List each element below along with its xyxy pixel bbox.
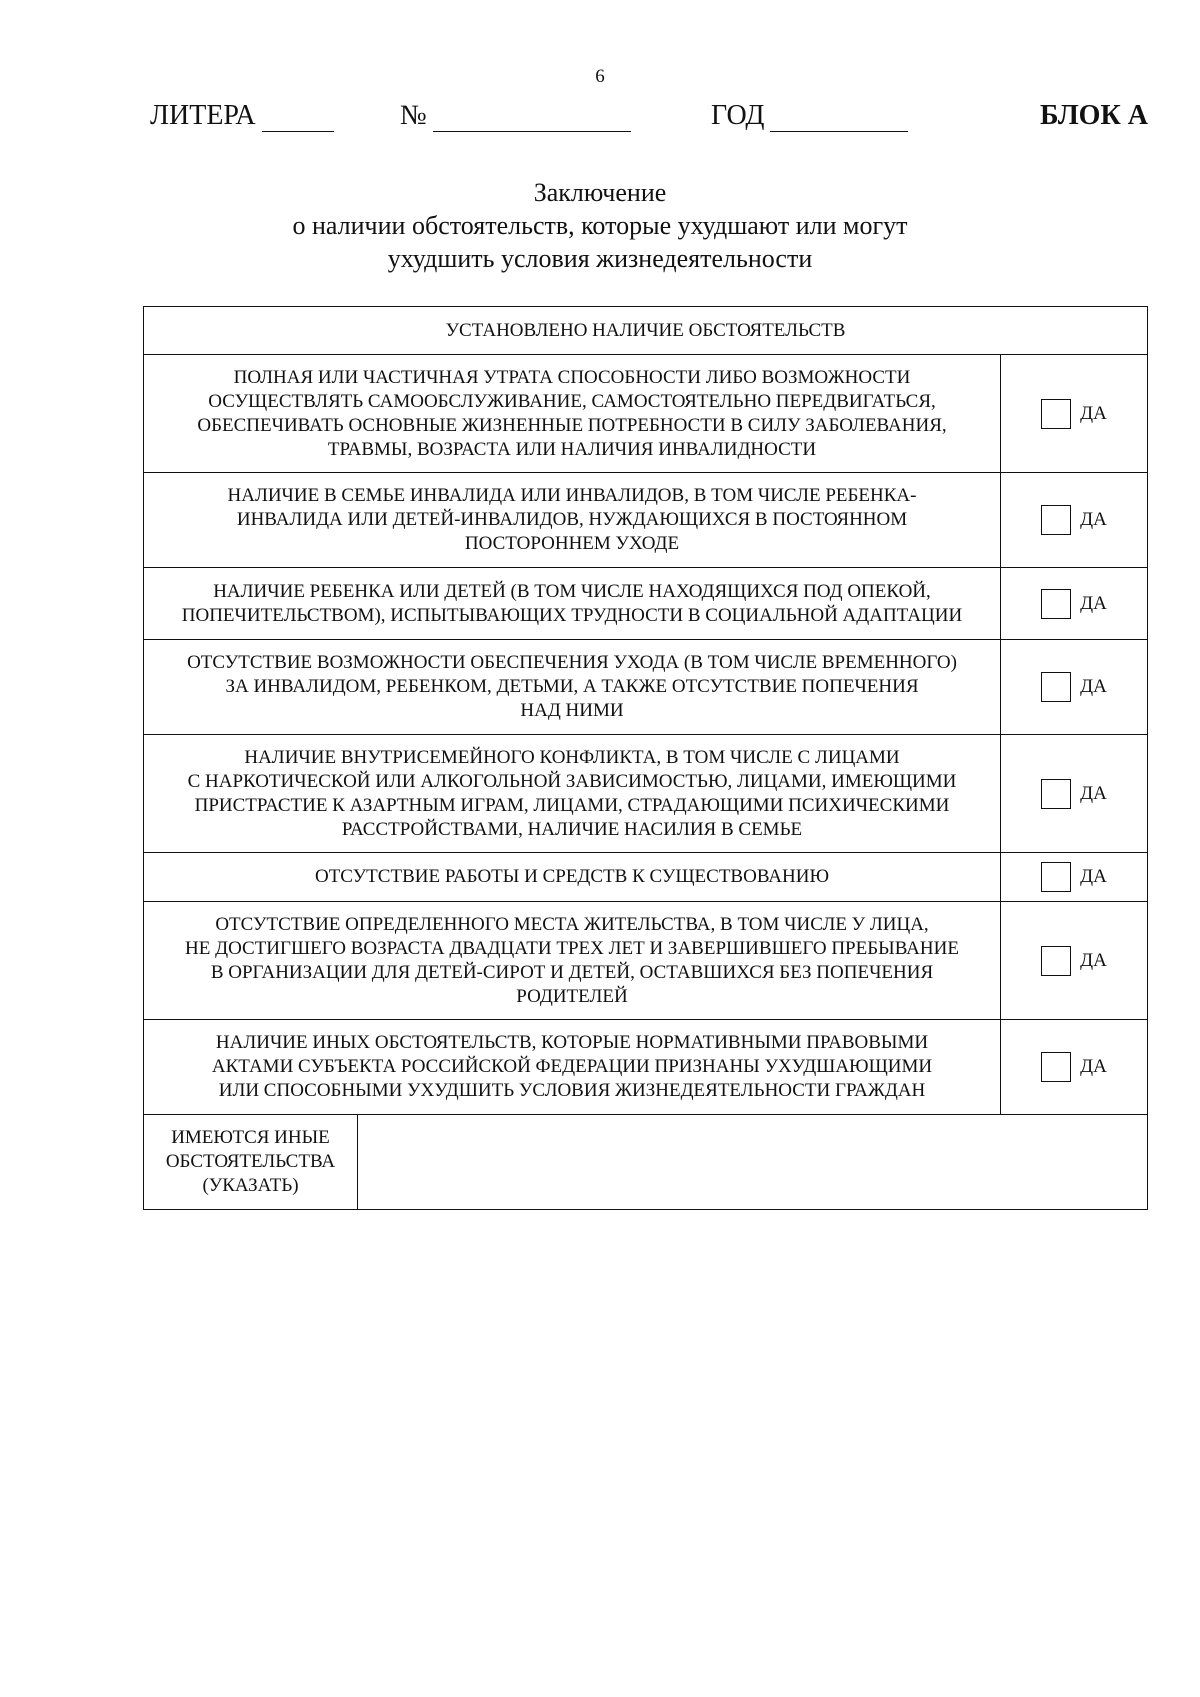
circumstance-text: ОТСУТСТВИЕ ВОЗМОЖНОСТИ ОБЕСПЕЧЕНИЯ УХОДА (В ТОМ ЧИСЛЕ ВРЕМЕННОГО) ЗА ИНВАЛИДОМ, РЕБЕНКОМ, ДЕТЬМИ, А ТАКЖЕ ОТСУТСТВИЕ ПОПЕЧЕНИЯ НАД НИМИ [144,640,1001,735]
circumstance-text: ПОЛНАЯ ИЛИ ЧАСТИЧНАЯ УТРАТА СПОСОБНОСТИ ЛИБО ВОЗМОЖНОСТИ ОСУЩЕСТВЛЯТЬ САМООБСЛУЖИВАНИЕ, САМОСТОЯТЕЛЬНО ПЕРЕДВИГАТЬСЯ, ОБЕСПЕЧИВАТЬ ОСНОВНЫЕ ЖИЗНЕННЫЕ ПОТРЕБНОСТИ В СИЛУ ЗАБОЛЕВАНИЯ, ТРАВМЫ, ВОЗРАСТА ИЛИ НАЛИЧИЯ ИНВАЛИДНОСТИ [144,355,1001,473]
yes-option[interactable] [1001,589,1147,619]
other-circumstances-field[interactable] [358,1115,1148,1210]
litera-label: ЛИТЕРА [150,100,256,131]
check-cell [1001,355,1148,473]
block-label: БЛОК А [1040,100,1148,131]
check-cell [1001,853,1148,902]
yes-option[interactable] [1001,399,1147,429]
yes-option[interactable] [1001,779,1147,809]
check-cell [1001,473,1148,568]
year-blank[interactable] [770,103,908,132]
circumstance-text: ОТСУТСТВИЕ РАБОТЫ И СРЕДСТВ К СУЩЕСТВОВАНИЮ [144,853,1001,902]
table-row [144,735,1148,853]
litera-field[interactable] [150,100,334,132]
table-row [144,355,1148,473]
yes-label: ДА [1080,782,1107,804]
yes-label: ДА [1080,866,1107,887]
title-line-3: ухудшить условия жизнедеятельности [387,244,813,273]
yes-label: ДА [1080,949,1107,971]
circumstance-text: НАЛИЧИЕ ИНЫХ ОБСТОЯТЕЛЬСТВ, КОТОРЫЕ НОРМАТИВНЫМИ ПРАВОВЫМИ АКТАМИ СУБЪЕКТА РОССИЙСКОЙ ФЕДЕРАЦИИ ПРИЗНАНЫ УХУДШАЮЩИМИ ИЛИ СПОСОБНЫМИ УХУДШИТЬ УСЛОВИЯ ЖИЗНЕДЕЯТЕЛЬНОСТИ ГРАЖДАН [144,1020,1001,1115]
other-circumstances-row [144,1115,1148,1210]
table-row [144,1020,1148,1115]
yes-label: ДА [1080,1056,1107,1077]
yes-option[interactable] [1001,672,1147,702]
document-title [0,176,1200,275]
check-cell [1001,568,1148,640]
year-label: ГОД [711,100,765,131]
yes-label: ДА [1080,676,1107,697]
yes-option[interactable] [1001,946,1147,976]
circumstance-text: НАЛИЧИЕ РЕБЕНКА ИЛИ ДЕТЕЙ (В ТОМ ЧИСЛЕ НАХОДЯЩИХСЯ ПОД ОПЕКОЙ, ПОПЕЧИТЕЛЬСТВОМ), ИСПЫТЫВАЮЩИХ ТРУДНОСТИ В СОЦИАЛЬНОЙ АДАПТАЦИИ [144,568,1001,640]
circumstance-text: ОТСУТСТВИЕ ОПРЕДЕЛЕННОГО МЕСТА ЖИТЕЛЬСТВА, В ТОМ ЧИСЛЕ У ЛИЦА, НЕ ДОСТИГШЕГО ВОЗРАСТА ДВАДЦАТИ ТРЕХ ЛЕТ И ЗАВЕРШИВШЕГО ПРЕБЫВАНИЕ В ОРГАНИЗАЦИИ ДЛЯ ДЕТЕЙ-СИРОТ И ДЕТЕЙ, ОСТАВШИХСЯ БЕЗ ПОПЕЧЕНИЯ РОДИТЕЛЕЙ [144,902,1001,1020]
yes-label: ДА [1080,592,1107,614]
circumstance-text: НАЛИЧИЕ ВНУТРИСЕМЕЙНОГО КОНФЛИКТА, В ТОМ ЧИСЛЕ С ЛИЦАМИ С НАРКОТИЧЕСКОЙ ИЛИ АЛКОГОЛЬНОЙ ЗАВИСИМОСТЬЮ, ЛИЦАМИ, ИМЕЮЩИМИ ПРИСТРАСТИЕ К АЗАРТНЫМ ИГРАМ, ЛИЦАМИ, СТРАДАЮЩИМИ ПСИХИЧЕСКИМИ РАССТРОЙСТВАМИ, НАЛИЧИЕ НАСИЛИЯ В СЕМЬЕ [144,735,1001,853]
yes-checkbox[interactable] [1041,399,1071,429]
yes-checkbox[interactable] [1041,672,1071,702]
litera-blank[interactable] [262,103,334,132]
check-cell [1001,1020,1148,1115]
yes-checkbox[interactable] [1041,1052,1071,1082]
check-cell [1001,902,1148,1020]
page-number: 6 [595,66,605,87]
table-row [144,568,1148,640]
yes-checkbox[interactable] [1041,862,1071,892]
check-cell [1001,735,1148,853]
number-field[interactable] [400,100,631,132]
yes-option[interactable] [1001,505,1147,535]
circumstance-text: НАЛИЧИЕ В СЕМЬЕ ИНВАЛИДА ИЛИ ИНВАЛИДОВ, В ТОМ ЧИСЛЕ РЕБЕНКА- ИНВАЛИДА ИЛИ ДЕТЕЙ-ИНВАЛИДОВ, НУЖДАЮЩИХСЯ В ПОСТОЯННОМ ПОСТОРОННЕМ УХОДЕ [144,473,1001,568]
number-blank[interactable] [433,103,631,132]
yes-checkbox[interactable] [1041,589,1071,619]
table-header: УСТАНОВЛЕНО НАЛИЧИЕ ОБСТОЯТЕЛЬСТВ [144,307,1148,355]
yes-checkbox[interactable] [1041,505,1071,535]
other-circumstances-label: ИМЕЮТСЯ ИНЫЕ ОБСТОЯТЕЛЬСТВА (УКАЗАТЬ) [144,1115,358,1210]
table-row [144,902,1148,1020]
form-header [150,100,1150,140]
yes-checkbox[interactable] [1041,779,1071,809]
check-cell [1001,640,1148,735]
title-line-2: о наличии обстоятельств, которые ухудшают или могут [292,211,908,240]
yes-label: ДА [1080,402,1107,424]
title-line-1: Заключение [533,178,667,207]
yes-option[interactable] [1001,862,1147,892]
number-label: № [400,100,427,131]
table-row [144,853,1148,902]
yes-checkbox[interactable] [1041,946,1071,976]
table-row [144,473,1148,568]
year-field[interactable] [711,100,908,132]
table-row [144,640,1148,735]
yes-option[interactable] [1001,1052,1147,1082]
circumstances-table [143,306,1148,1210]
yes-label: ДА [1080,509,1107,530]
